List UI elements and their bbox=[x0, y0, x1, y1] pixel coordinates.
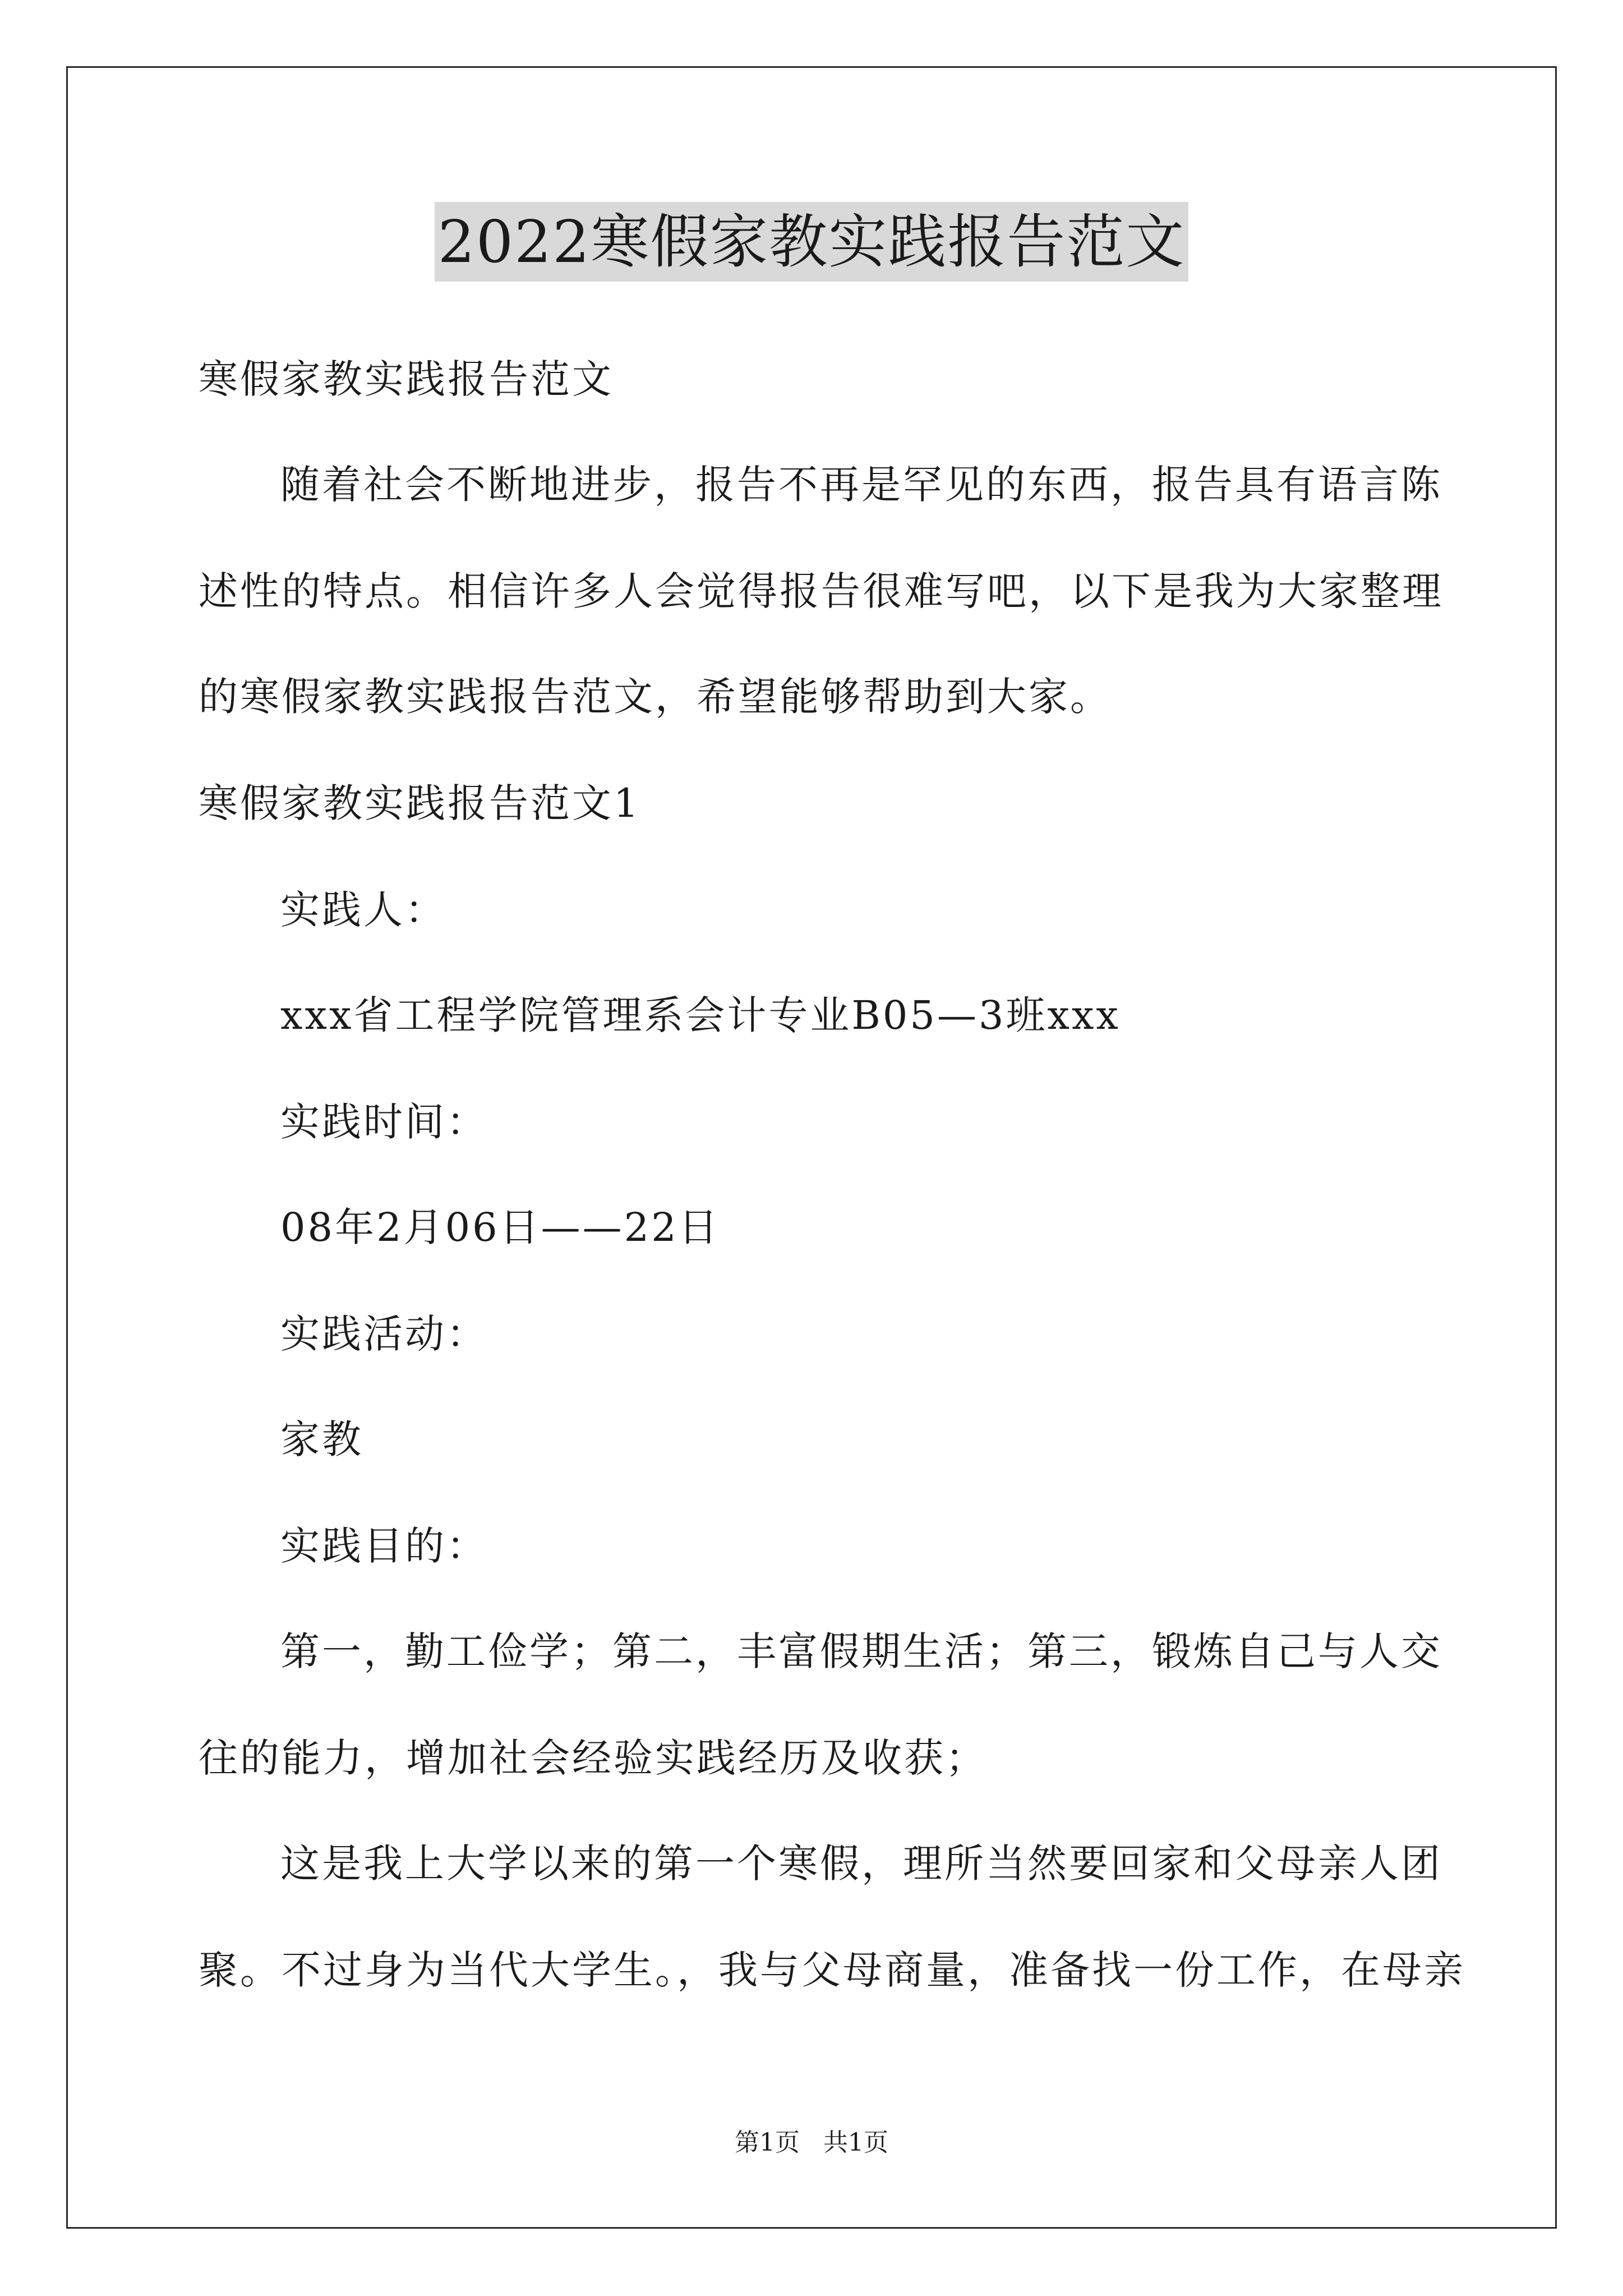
paragraph-line: 往的能力，增加社会经验实践经历及收获； bbox=[199, 1735, 987, 1781]
paragraph-line: 随着社会不断地进步，报告不再是罕见的东西，报告具有语言陈 bbox=[280, 462, 1442, 508]
paragraph-line: 述性的特点。相信许多人会觉得报告很难写吧，以下是我为大家整理 bbox=[199, 568, 1444, 614]
paragraph-line: xxx省工程学院管理系会计专业B05—3班xxx bbox=[280, 992, 1121, 1038]
page-footer: 第1页 共1页 bbox=[735, 2128, 888, 2157]
section-heading: 寒假家教实践报告范文1 bbox=[199, 780, 641, 826]
paragraph-line: 第一，勤工俭学；第二，丰富假期生活；第三，锻炼自己与人交 bbox=[280, 1628, 1442, 1674]
paragraph-line: 聚。不过身为当代大学生。，我与父母商量，准备找一份工作，在母亲 bbox=[199, 1947, 1465, 1993]
paragraph-line: 这是我上大学以来的第一个寒假，理所当然要回家和父母亲人团 bbox=[280, 1841, 1442, 1887]
title-container bbox=[0, 202, 1623, 282]
document-title: 2022寒假家教实践报告范文 bbox=[435, 202, 1189, 282]
paragraph-line: 实践人： bbox=[280, 887, 446, 933]
paragraph-subtitle: 寒假家教实践报告范文 bbox=[199, 356, 614, 402]
paragraph-line: 实践活动： bbox=[280, 1311, 488, 1357]
paragraph-line: 家教 bbox=[280, 1416, 363, 1462]
paragraph-line: 的寒假家教实践报告范文，希望能够帮助到大家。 bbox=[199, 674, 1112, 720]
paragraph-line: 08年2月06日——22日 bbox=[280, 1204, 720, 1250]
paragraph-line: 实践目的： bbox=[280, 1523, 488, 1569]
paragraph-line: 实践时间： bbox=[280, 1099, 488, 1145]
